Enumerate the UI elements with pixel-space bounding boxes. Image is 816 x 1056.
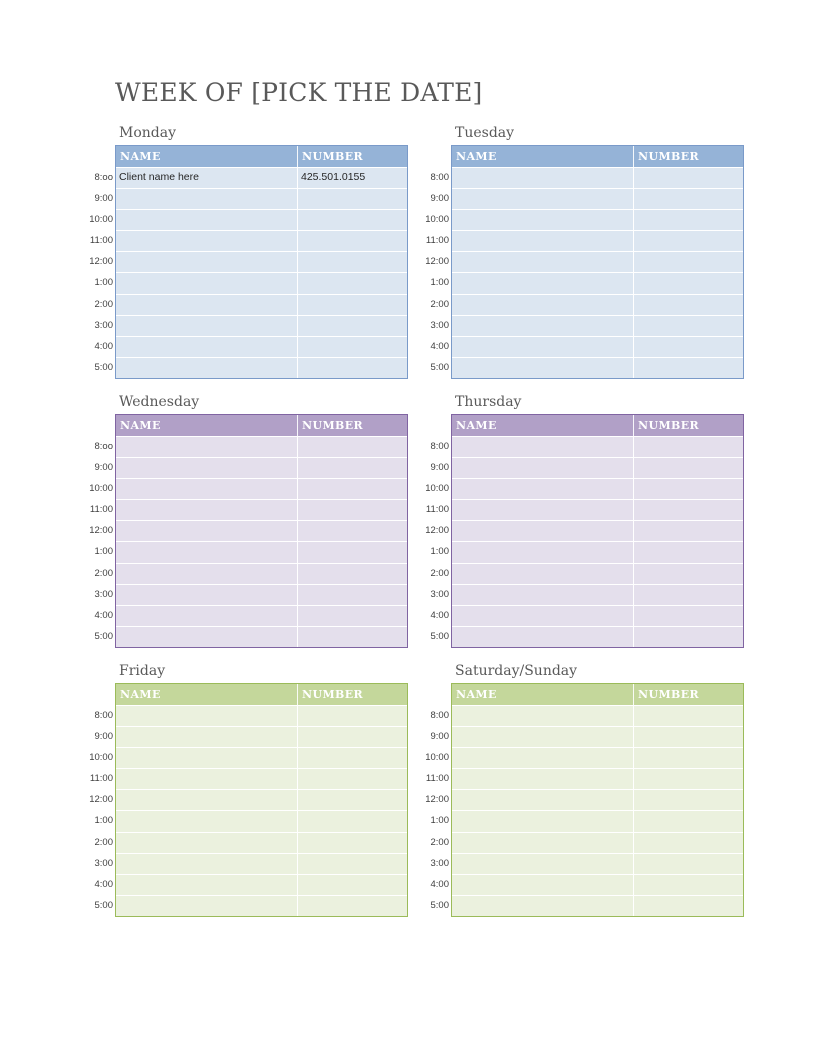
phone-number-cell[interactable] <box>298 189 407 209</box>
client-name-cell[interactable] <box>116 521 298 541</box>
client-name-cell[interactable] <box>116 854 298 874</box>
number-column-header: NUMBER <box>302 150 364 163</box>
phone-number-cell[interactable] <box>634 295 743 315</box>
table-row <box>116 768 407 789</box>
phone-number-cell[interactable] <box>298 358 407 378</box>
table-row <box>452 832 743 853</box>
phone-number-cell[interactable] <box>634 168 743 188</box>
client-name-cell[interactable] <box>452 521 634 541</box>
table-row <box>116 789 407 810</box>
time-label: 2:00 <box>94 298 113 310</box>
client-name-cell[interactable] <box>116 875 298 895</box>
name-column-header: NAME <box>452 684 634 705</box>
phone-number-cell[interactable] <box>634 790 743 810</box>
table-row <box>116 188 407 209</box>
time-label: 8:oo <box>94 172 113 183</box>
time-column <box>417 436 449 647</box>
client-name-cell[interactable] <box>452 337 634 357</box>
table-row <box>452 478 743 499</box>
time-label: 11:00 <box>425 235 449 247</box>
phone-number-cell[interactable] <box>298 706 407 726</box>
time-label: 8:00 <box>430 172 449 183</box>
client-name-cell[interactable] <box>116 727 298 747</box>
client-name-cell[interactable] <box>116 210 298 230</box>
client-name-cell[interactable] <box>452 231 634 251</box>
table-row <box>116 230 407 251</box>
time-label: 5:00 <box>430 899 449 911</box>
phone-number-cell[interactable] <box>634 585 743 605</box>
time-label: 3:00 <box>94 588 113 600</box>
client-name-cell[interactable] <box>452 316 634 336</box>
name-column-header: NAME <box>452 146 634 167</box>
name-column-header: NAME <box>452 415 634 436</box>
client-name-cell[interactable] <box>452 769 634 789</box>
client-name-cell[interactable] <box>452 437 634 457</box>
client-name-cell[interactable] <box>452 500 634 520</box>
time-label: 4:00 <box>94 878 113 890</box>
phone-number-cell[interactable] <box>634 564 743 584</box>
client-name-cell[interactable] <box>452 727 634 747</box>
table-row <box>116 209 407 230</box>
table-row <box>452 874 743 895</box>
time-label: 9:00 <box>94 193 113 205</box>
table-row <box>116 294 407 315</box>
client-name-cell[interactable] <box>116 316 298 336</box>
phone-number-cell[interactable] <box>298 627 407 647</box>
time-label: 1:00 <box>430 546 449 558</box>
table-header <box>116 146 407 167</box>
client-name-cell[interactable] <box>452 606 634 626</box>
table-row <box>452 209 743 230</box>
table-row <box>116 272 407 293</box>
table-row <box>452 336 743 357</box>
phone-number-cell[interactable] <box>298 437 407 457</box>
time-label: 11:00 <box>425 773 449 785</box>
table-row <box>452 768 743 789</box>
phone-number-cell[interactable] <box>634 252 743 272</box>
client-name-cell[interactable] <box>116 358 298 378</box>
table-row <box>116 167 407 188</box>
schedule-table <box>115 414 408 648</box>
time-column <box>81 167 113 378</box>
phone-number-cell[interactable] <box>634 811 743 831</box>
schedule-table <box>451 683 744 917</box>
table-row <box>452 605 743 626</box>
time-label: 2:00 <box>94 836 113 848</box>
client-name-cell[interactable] <box>452 189 634 209</box>
name-column-header: NAME <box>116 415 298 436</box>
table-row <box>452 726 743 747</box>
time-label: 11:00 <box>89 773 113 785</box>
client-name-cell[interactable] <box>452 273 634 293</box>
client-name-cell[interactable] <box>452 479 634 499</box>
phone-number-cell[interactable]: 425.501.0155 <box>301 171 366 183</box>
table-row <box>452 251 743 272</box>
phone-number-cell[interactable] <box>634 189 743 209</box>
client-name-cell[interactable] <box>452 564 634 584</box>
client-name-cell[interactable] <box>452 706 634 726</box>
page-title[interactable]: WEEK OF [PICK THE DATE] <box>115 78 483 107</box>
phone-number-cell[interactable] <box>298 564 407 584</box>
phone-number-cell[interactable] <box>634 479 743 499</box>
table-row <box>452 705 743 726</box>
day-heading[interactable]: Wednesday <box>119 394 200 410</box>
phone-number-cell[interactable] <box>298 316 407 336</box>
phone-number-cell[interactable] <box>634 627 743 647</box>
phone-number-cell[interactable] <box>298 273 407 293</box>
time-label: 4:00 <box>430 609 449 621</box>
time-label: 4:00 <box>94 609 113 621</box>
client-name-cell[interactable] <box>116 189 298 209</box>
phone-number-cell[interactable] <box>634 606 743 626</box>
schedule-table <box>451 414 744 648</box>
time-label: 11:00 <box>89 235 113 247</box>
phone-number-cell[interactable] <box>298 811 407 831</box>
phone-number-cell[interactable] <box>298 606 407 626</box>
time-label: 4:00 <box>430 340 449 352</box>
time-label: 1:00 <box>94 546 113 558</box>
client-name-cell[interactable] <box>116 542 298 562</box>
table-row <box>452 853 743 874</box>
phone-number-cell[interactable] <box>634 706 743 726</box>
number-column-header: NUMBER <box>638 150 700 163</box>
client-name-cell[interactable] <box>116 706 298 726</box>
number-column-header: NUMBER <box>302 419 364 432</box>
phone-number-cell[interactable] <box>634 231 743 251</box>
time-label: 12:00 <box>425 525 449 537</box>
table-header <box>452 146 743 167</box>
client-name-cell[interactable] <box>452 854 634 874</box>
phone-number-cell[interactable] <box>634 210 743 230</box>
table-row <box>116 541 407 562</box>
table-row <box>452 563 743 584</box>
number-column-header: NUMBER <box>638 688 700 701</box>
time-column <box>417 705 449 916</box>
client-name-cell[interactable] <box>452 748 634 768</box>
time-label: 10:00 <box>425 752 449 764</box>
table-row <box>452 272 743 293</box>
table-row <box>452 626 743 647</box>
time-label: 8:00 <box>94 710 113 721</box>
client-name-cell[interactable] <box>452 168 634 188</box>
phone-number-cell[interactable] <box>298 542 407 562</box>
day-heading[interactable]: Friday <box>119 663 166 679</box>
client-name-cell[interactable] <box>452 811 634 831</box>
table-row <box>452 747 743 768</box>
client-name-cell[interactable] <box>116 337 298 357</box>
time-label: 9:00 <box>430 731 449 743</box>
client-name-cell[interactable] <box>452 542 634 562</box>
table-row <box>116 874 407 895</box>
time-label: 5:00 <box>94 899 113 911</box>
table-row <box>452 294 743 315</box>
table-row <box>116 563 407 584</box>
phone-number-cell[interactable] <box>298 231 407 251</box>
phone-number-cell[interactable] <box>298 585 407 605</box>
time-label: 11:00 <box>89 504 113 516</box>
time-label: 8:00 <box>430 441 449 452</box>
time-label: 2:00 <box>430 836 449 848</box>
schedule-table <box>115 145 408 379</box>
table-row <box>116 895 407 916</box>
phone-number-cell[interactable] <box>634 748 743 768</box>
table-row <box>116 626 407 647</box>
schedule-table <box>451 145 744 379</box>
table-row <box>452 357 743 378</box>
table-row <box>116 810 407 831</box>
time-label: 4:00 <box>430 878 449 890</box>
client-name-cell[interactable] <box>116 896 298 916</box>
phone-number-cell[interactable] <box>298 727 407 747</box>
phone-number-cell[interactable] <box>634 337 743 357</box>
time-column <box>417 167 449 378</box>
table-row <box>116 251 407 272</box>
table-row <box>116 357 407 378</box>
phone-number-cell[interactable] <box>298 521 407 541</box>
time-label: 5:00 <box>430 361 449 373</box>
client-name-cell[interactable] <box>452 295 634 315</box>
client-name-cell[interactable] <box>116 790 298 810</box>
phone-number-cell[interactable] <box>634 437 743 457</box>
client-name-cell[interactable] <box>452 585 634 605</box>
number-column-header: NUMBER <box>302 688 364 701</box>
time-column <box>81 705 113 916</box>
time-label: 1:00 <box>94 815 113 827</box>
table-header <box>116 684 407 705</box>
client-name-cell[interactable] <box>452 458 634 478</box>
client-name-cell[interactable] <box>116 479 298 499</box>
phone-number-cell[interactable] <box>298 337 407 357</box>
table-header <box>452 684 743 705</box>
table-header <box>452 415 743 436</box>
time-label: 12:00 <box>89 525 113 537</box>
client-name-cell[interactable] <box>116 606 298 626</box>
schedule-table <box>115 683 408 917</box>
time-label: 1:00 <box>430 815 449 827</box>
day-heading[interactable]: Monday <box>119 125 176 141</box>
time-label: 8:00 <box>430 710 449 721</box>
time-label: 1:00 <box>430 277 449 289</box>
phone-number-cell[interactable] <box>298 875 407 895</box>
client-name-cell[interactable] <box>452 252 634 272</box>
time-label: 10:00 <box>89 483 113 495</box>
phone-number-cell[interactable] <box>634 875 743 895</box>
client-name-cell[interactable] <box>452 790 634 810</box>
phone-number-cell[interactable] <box>298 252 407 272</box>
time-label: 9:00 <box>94 462 113 474</box>
client-name-cell[interactable]: Client name here <box>116 168 298 188</box>
time-label: 3:00 <box>94 319 113 331</box>
number-column-header: NUMBER <box>638 419 700 432</box>
time-label: 3:00 <box>430 857 449 869</box>
phone-number-cell[interactable] <box>634 273 743 293</box>
table-row <box>116 315 407 336</box>
time-label: 11:00 <box>425 504 449 516</box>
phone-number-cell[interactable] <box>298 854 407 874</box>
time-label: 5:00 <box>94 361 113 373</box>
phone-number-cell[interactable] <box>634 833 743 853</box>
client-name-cell[interactable] <box>452 210 634 230</box>
table-row <box>116 499 407 520</box>
table-row <box>452 789 743 810</box>
time-column <box>81 436 113 647</box>
table-row <box>452 188 743 209</box>
client-name-cell[interactable] <box>116 458 298 478</box>
time-label: 4:00 <box>94 340 113 352</box>
client-name-cell[interactable] <box>116 231 298 251</box>
time-label: 3:00 <box>430 319 449 331</box>
time-label: 5:00 <box>94 630 113 642</box>
time-label: 8:oo <box>94 441 113 452</box>
phone-number-cell[interactable] <box>298 748 407 768</box>
table-row <box>116 436 407 457</box>
table-row <box>116 478 407 499</box>
client-name-cell[interactable] <box>452 875 634 895</box>
client-name-cell[interactable] <box>452 896 634 916</box>
table-row <box>452 167 743 188</box>
table-row <box>452 499 743 520</box>
phone-number-cell[interactable] <box>634 521 743 541</box>
table-row <box>116 747 407 768</box>
table-row <box>116 584 407 605</box>
phone-number-cell[interactable] <box>298 210 407 230</box>
table-row <box>452 584 743 605</box>
name-column-header: NAME <box>116 684 298 705</box>
phone-number-cell[interactable] <box>634 769 743 789</box>
day-heading[interactable]: Thursday <box>455 394 522 410</box>
client-name-cell[interactable] <box>452 358 634 378</box>
client-name-cell[interactable] <box>116 811 298 831</box>
phone-number-cell[interactable] <box>634 358 743 378</box>
client-name-cell[interactable] <box>452 627 634 647</box>
table-row <box>116 520 407 541</box>
time-label: 9:00 <box>430 462 449 474</box>
time-label: 9:00 <box>430 193 449 205</box>
phone-number-cell[interactable] <box>634 500 743 520</box>
table-row <box>452 810 743 831</box>
client-name-cell[interactable] <box>116 769 298 789</box>
phone-number-cell[interactable] <box>298 295 407 315</box>
phone-number-cell[interactable] <box>634 727 743 747</box>
client-name-cell[interactable] <box>116 500 298 520</box>
time-label: 10:00 <box>425 483 449 495</box>
time-label: 12:00 <box>89 794 113 806</box>
name-column-header: NAME <box>116 146 298 167</box>
day-heading[interactable]: Saturday/Sunday <box>455 663 578 679</box>
table-row <box>116 832 407 853</box>
phone-number-cell[interactable] <box>298 896 407 916</box>
phone-number-cell[interactable] <box>634 854 743 874</box>
phone-number-cell[interactable] <box>634 542 743 562</box>
phone-number-cell[interactable] <box>298 769 407 789</box>
phone-number-cell[interactable] <box>298 500 407 520</box>
table-row <box>116 726 407 747</box>
table-row <box>452 541 743 562</box>
time-label: 9:00 <box>94 731 113 743</box>
client-name-cell[interactable] <box>116 252 298 272</box>
client-name-cell[interactable] <box>116 627 298 647</box>
phone-number-cell[interactable] <box>298 458 407 478</box>
time-label: 12:00 <box>425 794 449 806</box>
phone-number-cell[interactable] <box>634 896 743 916</box>
table-row <box>116 853 407 874</box>
table-header <box>116 415 407 436</box>
time-label: 2:00 <box>430 567 449 579</box>
phone-number-cell[interactable] <box>634 316 743 336</box>
time-label: 2:00 <box>94 567 113 579</box>
table-row <box>116 605 407 626</box>
table-row <box>116 705 407 726</box>
time-label: 3:00 <box>430 588 449 600</box>
phone-number-cell[interactable] <box>634 458 743 478</box>
time-label: 3:00 <box>94 857 113 869</box>
client-name-cell[interactable] <box>116 273 298 293</box>
client-name-cell[interactable] <box>116 437 298 457</box>
table-row <box>452 230 743 251</box>
time-label: 12:00 <box>425 256 449 268</box>
client-name-cell[interactable] <box>116 833 298 853</box>
client-name-cell[interactable] <box>116 295 298 315</box>
table-row <box>452 520 743 541</box>
table-row <box>116 336 407 357</box>
time-label: 10:00 <box>89 752 113 764</box>
time-label: 2:00 <box>430 298 449 310</box>
client-name-cell[interactable] <box>452 833 634 853</box>
time-label: 10:00 <box>425 214 449 226</box>
client-name-cell[interactable] <box>116 748 298 768</box>
phone-number-cell[interactable] <box>298 833 407 853</box>
client-name-cell[interactable] <box>116 564 298 584</box>
phone-number-cell[interactable] <box>298 790 407 810</box>
table-row <box>452 436 743 457</box>
table-row <box>452 457 743 478</box>
time-label: 5:00 <box>430 630 449 642</box>
day-heading[interactable]: Tuesday <box>455 125 515 141</box>
table-row <box>452 315 743 336</box>
time-label: 1:00 <box>94 277 113 289</box>
table-row <box>116 457 407 478</box>
time-label: 10:00 <box>89 214 113 226</box>
phone-number-cell[interactable] <box>298 479 407 499</box>
client-name-cell[interactable] <box>116 585 298 605</box>
time-label: 12:00 <box>89 256 113 268</box>
table-row <box>452 895 743 916</box>
